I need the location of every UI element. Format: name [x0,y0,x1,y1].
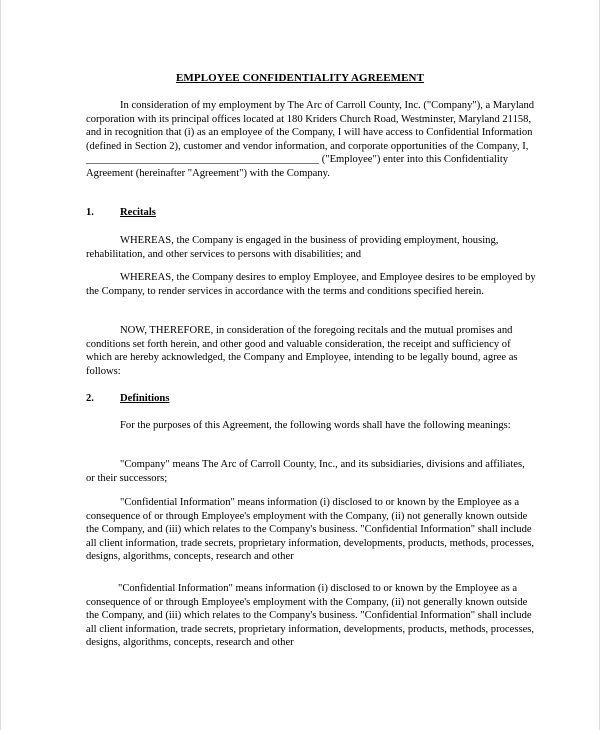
recital-paragraph-2: WHEREAS, the Company desires to employ Employee, and Employee desires to be employed by the Company, to render services in accordance with the terms and conditions specified herein. [86,272,536,297]
document-title: EMPLOYEE CONFIDENTIALITY AGREEMENT [175,72,425,84]
section-2-title: Definitions [120,393,170,404]
definitions-intro-paragraph: For the purposes of this Agreement, the following words shall have the following meanings: [120,420,511,431]
section-2-number: 2. [86,393,94,404]
confidential-info-definition-paragraph: "Confidential Information" means information (i) disclosed to or known by the Employee as a consequence of or through Employee's employment with the Company, (ii) not generally known outside the Company, and (iii) which relates to the Company's business. "Confidential Information" shall include all client information, trade secrets, proprietary information, developments, products, methods, processes, designs, algorithms, concepts, research and other [86,497,535,563]
section-1-title: Recitals [120,207,156,218]
confidential-info-definition-paragraph-repeat: "Confidential Information" means information (i) disclosed to or known by the Employee as a consequence of or through Employee's employment with the Company, (ii) not generally known outside the Company, and (iii) which relates to the Company's business. "Confidential Information" shall include all client information, trade secrets, proprietary information, developments, products, methods, processes, designs, algorithms, concepts, research and other [86,583,535,649]
company-definition-paragraph: "Company" means The Arc of Carroll County, Inc., and its subsidiaries, divisions and affiliates, or their successors; [86,459,525,484]
recital-paragraph-1: WHEREAS, the Company is engaged in the business of providing employment, housing, rehabilitation, and other services to persons with disabilities; and [86,235,499,260]
recital-paragraph-3: NOW, THEREFORE, in consideration of the foregoing recitals and the mutual promises and conditions set forth herein, and other good and valuable consideration, the receipt and sufficiency of which are hereby acknowledged, the Company and Employee, intending to be legally bound, agree as follows: [86,325,518,377]
section-1-number: 1. [86,207,94,218]
section-1-heading [86,206,156,220]
intro-paragraph: In consideration of my employment by The Arc of Carroll County, Inc. ("Company"), a Maryland corporation with its principal offices located at 180 Kriders Church Road, Westminster, Maryland 21158, and in recognition that (i) as an employee of the Company, I will have access to Confidential Information (defined in Section 2), customer and vendor information, and corporate opportunities of the Company, I, ____________________________________________ ("Employee") enter into this Confidentiality Agreement (hereinafter "Agreement") with the Company. [86,100,535,179]
section-2-heading [86,392,169,406]
